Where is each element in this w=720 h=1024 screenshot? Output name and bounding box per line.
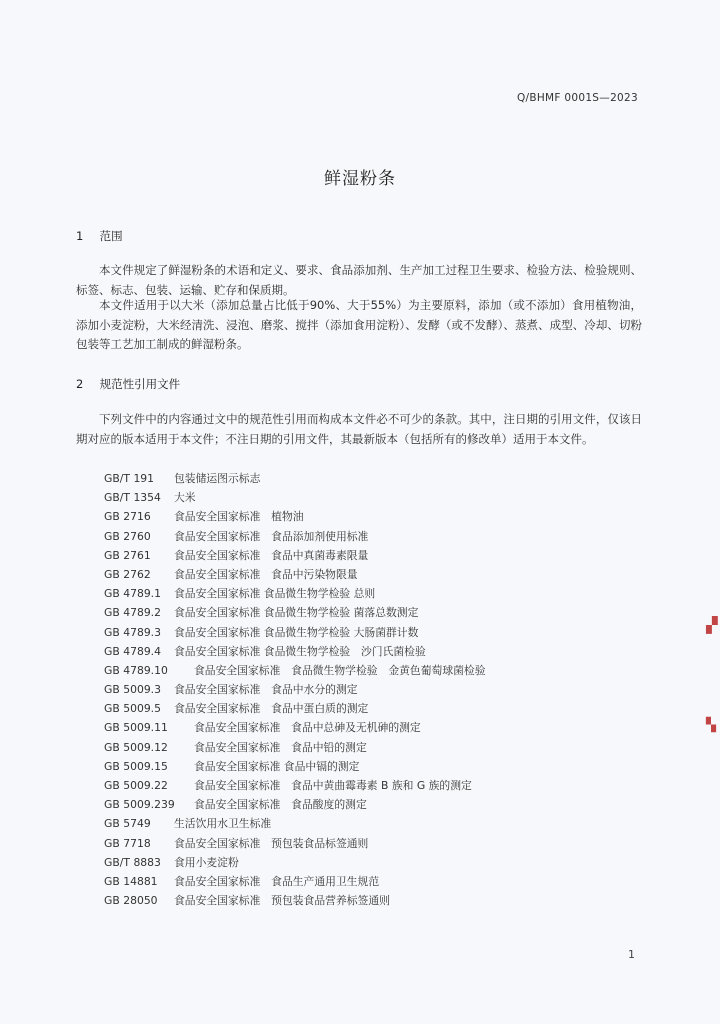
section-2-heading — [76, 376, 180, 392]
reference-code: GB 4789.3 — [104, 625, 161, 639]
section-1-number: 1 — [76, 229, 84, 243]
reference-code: GB 2762 — [104, 567, 151, 581]
reference-title: 大米 — [174, 491, 196, 505]
reference-code: GB 5009.15 — [104, 759, 168, 773]
reference-title: 食品安全国家标准 植物油 — [174, 510, 304, 524]
reference-code: GB 7718 — [104, 836, 151, 850]
reference-item — [104, 623, 486, 642]
reference-title: 食品安全国家标准 食品中铅的测定 — [194, 740, 367, 754]
reference-code: GB 5009.3 — [104, 683, 161, 697]
reference-code: GB 4789.2 — [104, 606, 161, 620]
reference-item — [104, 834, 486, 853]
reference-code: GB/T 8883 — [104, 855, 161, 869]
reference-code: GB/T 191 — [104, 472, 155, 485]
reference-code: GB 14881 — [104, 874, 158, 888]
section-1-paragraph-1: 本文件规定了鲜湿粉条的术语和定义、要求、食品添加剂、生产加工过程卫生要求、检验方法、检验规则、标签、标志、包装、运输、贮存和保质期。 — [76, 263, 642, 297]
reference-item — [104, 795, 486, 814]
seal-stamp-fragment: ▞ — [706, 616, 718, 634]
reference-item — [104, 757, 486, 776]
reference-title: 食品安全国家标准 食品中污染物限量 — [174, 567, 358, 581]
reference-item — [104, 546, 486, 565]
reference-code: GB 4789.4 — [104, 644, 161, 658]
reference-code: GB 28050 — [104, 894, 158, 908]
reference-code: GB 5009.12 — [104, 740, 168, 754]
reference-item — [104, 814, 486, 833]
seal-stamp-fragment: ▚ — [706, 718, 716, 733]
reference-title: 包装储运图示标志 — [174, 472, 261, 485]
section-1-heading — [76, 228, 123, 244]
reference-title: 食品安全国家标准 食品中蛋白质的测定 — [174, 702, 369, 716]
reference-item — [104, 853, 486, 872]
reference-code: GB 2716 — [104, 510, 151, 524]
reference-title: 食品安全国家标准 食品生产通用卫生规范 — [174, 874, 380, 888]
reference-title: 生活饮用水卫生标准 — [174, 817, 272, 831]
reference-code: GB 5009.11 — [104, 721, 168, 735]
section-2-paragraph-1: 下列文件中的内容通过文中的规范性引用而构成本文件必不可少的条款。其中，注日期的引用文件，仅该日期对应的版本适用于本文件；不注日期的引用文件，其最新版本（包括所有的修改单）适用于本文件。 — [76, 412, 642, 446]
reference-item — [104, 603, 486, 622]
reference-title: 食品安全国家标准 食品微生物学检验 大肠菌群计数 — [174, 625, 419, 639]
reference-code: GB 5009.239 — [104, 798, 175, 812]
page-number: 1 — [628, 948, 635, 961]
reference-title: 食品安全国家标准 预包装食品标签通则 — [174, 836, 369, 850]
document-code: Q/BHMF 0001S—2023 — [516, 92, 638, 104]
reference-code: GB 4789.10 — [104, 663, 168, 677]
reference-item — [104, 469, 486, 488]
reference-title: 食品安全国家标准 食品微生物学检验 总则 — [174, 587, 376, 601]
section-1-title: 范围 — [99, 229, 123, 243]
reference-item — [104, 565, 486, 584]
reference-item — [104, 661, 486, 680]
reference-title: 食品安全国家标准 食品微生物学检验 菌落总数测定 — [174, 606, 419, 620]
reference-list — [104, 469, 486, 910]
reference-item — [104, 642, 486, 661]
reference-item — [104, 872, 486, 891]
reference-title: 食品安全国家标准 食品中黄曲霉毒素 B 族和 G 族的测定 — [194, 779, 472, 792]
reference-title: 食品安全国家标准 食品添加剂使用标准 — [174, 529, 369, 543]
reference-item — [104, 507, 486, 526]
reference-title: 食品安全国家标准 食品中镉的测定 — [194, 759, 360, 773]
reference-item — [104, 527, 486, 546]
reference-item — [104, 680, 486, 699]
reference-title: 食品安全国家标准 食品中水分的测定 — [174, 683, 358, 697]
reference-item — [104, 891, 486, 910]
reference-title: 食品安全国家标准 食品微生物学检验 金黄色葡萄球菌检验 — [194, 663, 486, 677]
reference-item — [104, 699, 486, 718]
reference-code: GB/T 1354 — [104, 491, 161, 505]
reference-item — [104, 488, 486, 507]
reference-title: 食品安全国家标准 食品中总砷及无机砷的测定 — [194, 721, 421, 735]
section-1-paragraph-2: 本文件适用于以大米（添加总量占比低于90%、大于55%）为主要原料，添加（或不添加）食用植物油，添加小麦淀粉，大米经清洗、浸泡、磨浆、搅拌（添加食用淀粉）、发酵（或不发酵）、蒸煮、成型、冷却、切粉包装等工艺加工制成的鲜湿粉条。 — [76, 298, 642, 351]
reference-title: 食品安全国家标准 食品中真菌毒素限量 — [174, 548, 369, 562]
reference-code: GB 2760 — [104, 529, 151, 543]
reference-title: 食品安全国家标准 预包装食品营养标签通则 — [174, 894, 390, 908]
reference-code: GB 2761 — [104, 548, 151, 562]
reference-title: 食品安全国家标准 食品微生物学检验 沙门氏菌检验 — [174, 644, 426, 658]
reference-item — [104, 776, 486, 795]
reference-code: GB 5009.22 — [104, 779, 168, 792]
reference-code: GB 4789.1 — [104, 587, 161, 601]
section-2-title: 规范性引用文件 — [99, 377, 181, 391]
reference-title: 食用小麦淀粉 — [174, 855, 239, 869]
reference-title: 食品安全国家标准 食品酸度的测定 — [194, 798, 367, 812]
document-title: 鲜湿粉条 — [324, 169, 396, 189]
reference-item — [104, 584, 486, 603]
section-2-number: 2 — [76, 377, 84, 391]
reference-code: GB 5009.5 — [104, 702, 161, 716]
reference-code: GB 5749 — [104, 817, 151, 831]
reference-item — [104, 738, 486, 757]
reference-item — [104, 718, 486, 737]
